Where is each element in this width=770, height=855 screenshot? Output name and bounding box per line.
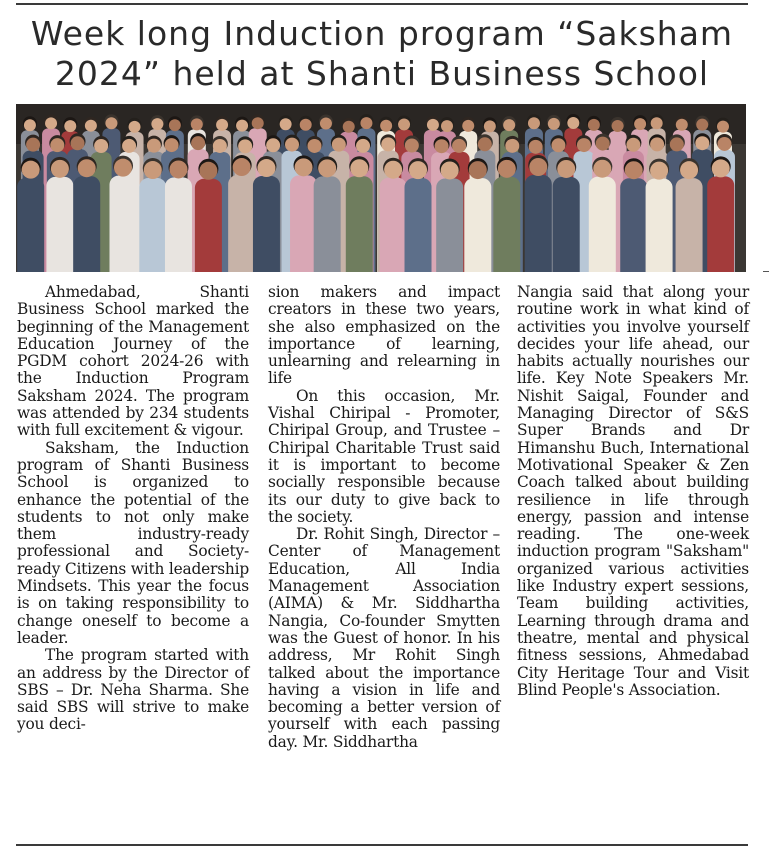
person-face <box>151 118 163 130</box>
person-face <box>469 161 487 179</box>
person-face <box>233 158 251 176</box>
person-silhouette <box>290 175 317 272</box>
person-face <box>24 119 36 131</box>
person-face <box>360 117 372 129</box>
person-face <box>651 117 663 129</box>
person-face <box>85 120 97 132</box>
person-silhouette <box>17 178 44 272</box>
person-face <box>398 118 410 130</box>
margin-mark <box>763 271 769 272</box>
person-face <box>191 118 203 130</box>
person-face <box>717 121 729 133</box>
person-face <box>676 119 688 131</box>
person-face <box>596 137 610 151</box>
paragraph: sion makers and impact creators in these two years, she also emphasized on the importance of learning, unlearning and relearning in life <box>268 283 500 388</box>
person-face <box>22 161 40 179</box>
person-face <box>712 159 730 177</box>
person-face <box>320 118 332 130</box>
paragraph: Dr. Rohit Singh, Director – Center of Management Education, All India Management Association (AIMA) & Mr. Siddhartha Nangia, Co-founder Smytten was the Guest of honor. In his address, Mr Rohit Singh talked about the importance having a vision in life and becoming a better version of yourself with each passing day. Mr. Siddhartha <box>268 525 500 751</box>
person-face <box>380 120 392 132</box>
person-silhouette <box>346 176 373 272</box>
person-face <box>612 120 624 132</box>
person-face <box>300 119 312 131</box>
paragraph: The program started with an address by the Director of SBS – Dr. Neha Sharma. She said SBS will strive to make you deci- <box>17 646 249 734</box>
person-face <box>696 119 708 131</box>
person-face <box>199 162 217 180</box>
person-face <box>381 137 395 151</box>
person-silhouette <box>109 176 136 272</box>
person-face <box>236 120 248 132</box>
person-face <box>405 139 419 153</box>
person-silhouette <box>314 176 341 272</box>
person-face <box>670 137 684 151</box>
person-face <box>505 139 519 153</box>
person-face <box>384 161 402 179</box>
article-column-2 <box>268 284 500 751</box>
person-silhouette <box>676 178 703 272</box>
person-face <box>114 159 132 177</box>
group-photo <box>16 104 746 272</box>
person-face <box>356 139 370 153</box>
paragraph: Nangia said that along your routine work in what kind of activities you involve yourself decides your life ahead, our habits actually nourishes our life. Key Note Speakers Mr. Nishit Saigal, Founder and Managing Director of S&S Super Brands and Dr Himanshu Buch, International Motivational Speaker & Zen Coach talked about building resilience in life through energy, passion and intense reading. The one-week induction program "Saksham" organized various activities like Industry expert sessions, Team building activities, Learning through drama and theatre, mental and physical fitness sessions, Ahmedabad City Heritage Tour and Visit Blind People's Association. <box>517 283 749 699</box>
person-face <box>529 158 547 176</box>
person-face <box>717 137 731 151</box>
person-face <box>427 119 439 131</box>
person-silhouette <box>195 179 222 272</box>
person-silhouette <box>228 175 255 272</box>
person-silhouette <box>553 177 580 272</box>
person-face <box>252 117 264 129</box>
person-silhouette <box>464 178 491 272</box>
person-face <box>567 117 579 129</box>
person-face <box>452 139 466 153</box>
person-face <box>105 117 117 129</box>
person-face <box>350 159 368 177</box>
person-face <box>318 159 336 177</box>
person-face <box>64 120 76 132</box>
person-face <box>332 138 346 152</box>
person-silhouette <box>589 177 616 272</box>
person-face <box>441 161 459 179</box>
person-face <box>238 139 252 153</box>
person-silhouette <box>165 177 192 272</box>
person-face <box>409 161 427 179</box>
person-face <box>528 117 540 129</box>
paragraph: Saksham, the Induction program of Shanti Business School is organized to enhance the potential of the students to not only make them industry-ready professional and Society-ready Citizens with leadership Mindsets. This year the focus is on taking responsibility to change oneself to become a leader. <box>17 438 249 647</box>
article-column-3 <box>517 284 749 699</box>
person-silhouette <box>436 178 463 272</box>
person-face <box>441 120 453 132</box>
person-silhouette <box>620 178 647 272</box>
person-face <box>266 138 280 152</box>
person-face <box>26 138 40 152</box>
person-face <box>280 118 292 130</box>
person-face <box>650 162 668 180</box>
top-rule <box>16 3 748 5</box>
person-face <box>503 119 515 131</box>
person-silhouette <box>646 179 673 272</box>
headline-line-2: 2024” held at Shanti Business School <box>54 54 710 93</box>
person-silhouette <box>139 178 166 272</box>
person-face <box>462 120 474 132</box>
person-silhouette <box>525 175 552 272</box>
person-face <box>343 121 355 133</box>
person-face <box>650 137 664 151</box>
person-face <box>577 138 591 152</box>
paragraph: On this occasion, Mr. Vishal Chiripal - Promoter, Chiripal Group, and Trustee – Chiripal Charitable Trust said it is important to become socially responsible because its our duty to give back to the society. <box>268 386 500 526</box>
headline-line-1: Week long Induction program “Saksham <box>30 14 734 53</box>
person-silhouette <box>73 176 100 272</box>
person-silhouette <box>493 177 520 272</box>
person-face <box>478 137 492 151</box>
person-silhouette <box>46 177 73 272</box>
person-face <box>216 119 228 131</box>
person-face <box>213 139 227 153</box>
person-face <box>78 159 96 177</box>
person-face <box>557 160 575 178</box>
person-face <box>165 138 179 152</box>
person-face <box>147 139 161 153</box>
person-face <box>634 118 646 130</box>
person-face <box>588 119 600 131</box>
person-face <box>191 136 205 150</box>
headline <box>16 14 748 94</box>
person-face <box>307 139 321 153</box>
person-face <box>548 118 560 130</box>
person-face <box>295 158 313 176</box>
person-face <box>51 160 69 178</box>
person-face <box>50 138 64 152</box>
person-face <box>625 161 643 179</box>
person-face <box>257 159 275 177</box>
person-face <box>626 138 640 152</box>
person-silhouette <box>253 176 280 272</box>
person-face <box>144 161 162 179</box>
paragraph: Ahmedabad, Shanti Business School marked the beginning of the Management Education Journey of the PGDM cohort 2024-26 with the Induction Program Saksham 2024. The program was attended by 234 students with full excitement & vigour. <box>17 283 249 440</box>
person-face <box>435 139 449 153</box>
person-silhouette <box>707 176 734 272</box>
person-face <box>169 119 181 131</box>
person-face <box>71 136 85 150</box>
bottom-rule <box>16 844 748 846</box>
article-column-1 <box>17 284 249 734</box>
person-silhouette <box>380 178 407 272</box>
person-face <box>94 139 108 153</box>
person-face <box>695 136 709 150</box>
person-face <box>129 121 141 133</box>
person-face <box>45 117 57 129</box>
person-face <box>484 120 496 132</box>
person-face <box>680 161 698 179</box>
group-photo-illustration <box>16 104 746 272</box>
person-face <box>498 160 516 178</box>
person-face <box>122 139 136 153</box>
person-face <box>551 138 565 152</box>
person-face <box>285 138 299 152</box>
person-face <box>593 160 611 178</box>
person-silhouette <box>405 178 432 272</box>
person-face <box>169 160 187 178</box>
person-face <box>529 140 543 154</box>
